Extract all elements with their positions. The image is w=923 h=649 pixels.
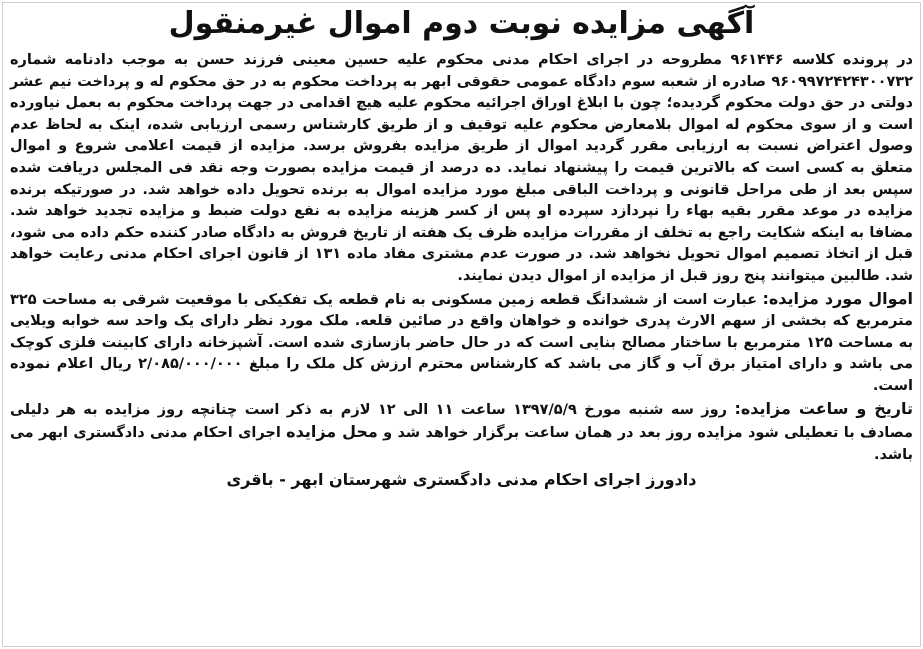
property-section — [10, 288, 913, 398]
place-label: محل مزایده — [286, 422, 378, 442]
property-label: اموال مورد مزایده: — [762, 288, 913, 308]
notice-signature: دادورز اجرای احکام مدنی دادگستری شهرستان ابهر - باقری — [226, 470, 697, 490]
date-text: روز سه شنبه مورخ ۱۳۹۷/۵/۹ ساعت ۱۱ الی ۱۲ لازم به ذکر است چنانچه روز مزایده به هر دلیلی مصادف با تعطیلی شود مزایده روز بعد در همان ساعت برگزار خواهد شد و — [10, 401, 913, 442]
notice-body — [6, 50, 917, 466]
property-text: عبارت است از ششدانگ قطعه زمین مسکونی به نام قطعه یک تفکیکی با موقعیت شرقی به مساحت ۳۲۵ مترمربع که بخشی از سهم الارث پدری خوانده و خواهان واقع در صائین قلعه. ملک مورد نظر دارای یک واحد سه خوابه ویلایی به مساحت ۱۲۵ مترمربع با ساختار مصالح بنایی است که در حال حاضر بازسازی شده است. آشپزخانه دارای کابینت فلزی کوچک می باشد و دارای امتیاز برق آب و گاز می باشد که کارشناس محترم ارزش کل ملک را مبلغ ۲/۰۸۵/۰۰۰/۰۰۰ ریال اعلام نموده است. — [10, 291, 914, 394]
place-text: اجرای احکام مدنی دادگستری ابهر می باشد. — [10, 425, 913, 463]
intro-paragraph: در پرونده کلاسه ۹۶۱۴۴۶ مطروحه در اجرای احکام مدنی محکوم علیه حسین معینی فرزند حسن به موجب دادنامه شماره ۹۶۰۹۹۷۲۴۲۴۳۰۰۷۳۲ صادره از شعبه سوم دادگاه عمومی حقوقی ابهر به پرداخت محکوم به در حق محکوم له و پرداخت نیم عشر دولتی در حق دولت محکوم گردیده؛ چون با ابلاغ اوراق اجرائیه محکوم علیه هیچ اقدامی در جهت پرداخت محکوم به بعمل نیاورده است و از سوی محکوم له اموال بلامعارض محکوم علیه توقیف و از طریق کارشناس رسمی ارزیابی شده، اینک به لحاظ عدم وصول اعتراض نسبت به ارزیابی مقرر گردید اموال از طریق مزایده بفروش برسد. مزایده از قیمت اعلامی شروع و اموال متعلق به کسی است که بالاترین قیمت را پیشنهاد نماید. ده درصد از قیمت مزایده بصورت وجه نقد فی المجلس دریافت شده سپس بعد از طی مراحل قانونی و پرداخت الباقی مبلغ مورد مزایده اموال به برنده تحویل داده خواهد شد. در صورتیکه برنده مزایده در موعد مقرر بقیه بهاء را نپردازد سپرده او پس از کسر هزینه مزایده به نفع دولت ضبط و مزایده تجدید خواهد شد. مضافا به اینکه شکایت راجع به تخلف از مقررات مزایده ظرف یک هفته از تاریخ فروش به دادگاه صادر کننده حکم داده می شود، قبل از اتخاذ تصمیم اموال تحویل نخواهد شد. در صورت عدم مشتری مفاد ماده ۱۳۱ از قانون اجرای احکام مدنی رعایت خواهد شد. طالبین میتوانند پنج روز قبل از مزایده از اموال دیدن نمایند. — [10, 52, 914, 284]
date-label: تاریخ و ساعت مزایده: — [734, 398, 914, 418]
notice-title: آگهی مزایده نوبت دوم اموال غیرمنقول — [168, 6, 755, 41]
date-section — [10, 398, 913, 467]
